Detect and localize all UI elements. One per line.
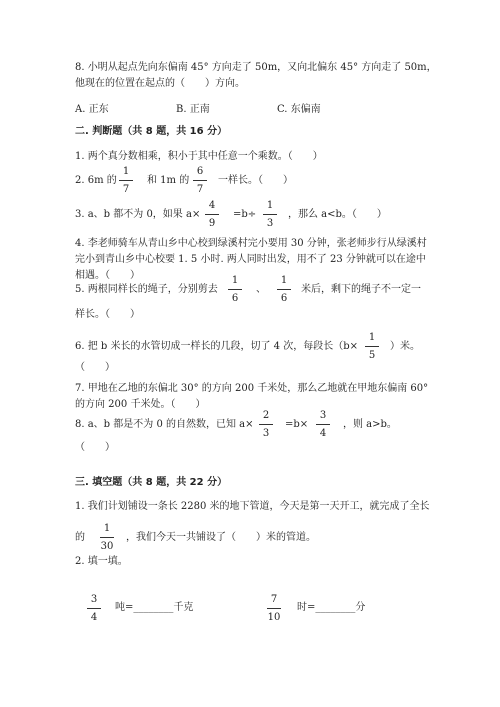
judge-q2-a: 2. 6m 的 <box>75 175 117 186</box>
judge-q7-line1: 7. 甲地在乙地的东偏北 30° 的方向 200 千米处，那么乙地就在甲地东偏南 60° <box>75 383 429 394</box>
judge-q6-a: 6. 把 b 米长的水管切成一样长的几段，切了 4 次，每段长（b× <box>75 341 358 352</box>
judge-q5-a: 5. 两根同样长的绳子，分别剪去 <box>75 284 218 295</box>
judge-q8-b: =b× <box>285 419 309 430</box>
fraction: 7 10 <box>267 594 281 623</box>
fraction: 1 5 <box>362 331 382 362</box>
option-a: A. 正东 <box>75 104 109 115</box>
judge-q5-sep: 、 <box>256 284 266 295</box>
fraction: 1 30 <box>100 523 114 552</box>
judge-q1: 1. 两个真分数相乘，积小于其中任意一个乘数。（ ） <box>75 151 323 162</box>
judge-q2-c: 一样长。（ ） <box>218 175 293 186</box>
fraction: 3 4 <box>84 593 104 624</box>
judge-q7-line2: 的方向 200 千米处。（ ） <box>75 399 206 410</box>
judge-q4-line1: 4. 李老师骑车从青山乡中心校到绿溪村完小要用 30 分钟，张老师步行从绿溪村 <box>75 238 427 249</box>
option-b: B. 正南 <box>176 104 210 115</box>
judge-q6-b: ）米。 <box>390 341 420 352</box>
fill-q2-right-text: 时=________分 <box>297 602 366 613</box>
fill-q1-b: ，我们今天一共铺设了（ ）米的管道。 <box>126 532 316 543</box>
judge-q6-line2: （ ） <box>75 362 115 373</box>
judge-q3-b: =b÷ <box>233 209 257 220</box>
fraction: 4 9 <box>202 199 222 230</box>
judge-q8-line2: （ ） <box>75 442 115 453</box>
section-title-judgement: 二. 判断题（共 8 题，共 16 分） <box>75 126 228 137</box>
judge-q4-line2: 完小到青山乡中心校要 1. 5 小时. 两人同时出发，用不了 23 分钟就可以在途中 <box>75 254 426 265</box>
judge-q8-c: ，则 a>b。 <box>343 419 397 430</box>
fraction: 1 6 <box>274 274 294 305</box>
option-c: C. 东偏南 <box>277 104 321 115</box>
mc-q8-line2: 他现在的位置在起点的（ ）方向。 <box>75 78 245 89</box>
fraction: 1 6 <box>225 274 245 305</box>
judge-q5-b: 米后，剩下的绳子不一定一 <box>301 284 421 295</box>
fill-q1-line1: 1. 我们计划铺设一条长 2280 米的地下管道，今天是第一天开工，就完成了全长 <box>75 501 430 512</box>
fraction: 3 4 <box>313 409 333 440</box>
fraction: 1 3 <box>260 199 280 230</box>
section-title-fill: 三. 填空题（共 8 题，共 22 分） <box>75 477 228 488</box>
judge-q3-c: ，那么 a<b。（ ） <box>288 209 387 220</box>
judge-q5-line2: 样长。（ ） <box>75 309 140 320</box>
fraction: 1 7 <box>116 165 136 196</box>
judge-q2-b: 和 1m 的 <box>147 175 190 186</box>
judge-q3-a: 3. a、b 都不为 0，如果 a× <box>75 209 201 220</box>
fraction: 6 7 <box>190 165 210 196</box>
mc-q8-line1: 8. 小明从起点先向东偏南 45° 方向走了 50m，又向北偏东 45° 方向走了 50m， <box>75 62 437 73</box>
fill-q2-title: 2. 填一填。 <box>75 556 128 567</box>
fill-q1-a: 的 <box>75 532 85 543</box>
fraction: 2 3 <box>256 409 276 440</box>
fill-q2-left-text: 吨=________千克 <box>115 602 194 613</box>
judge-q8-a: 8. a、b 都是不为 0 的自然数，已知 a× <box>75 419 254 430</box>
judge-q4-line3: 相遇。（ ） <box>75 270 140 281</box>
